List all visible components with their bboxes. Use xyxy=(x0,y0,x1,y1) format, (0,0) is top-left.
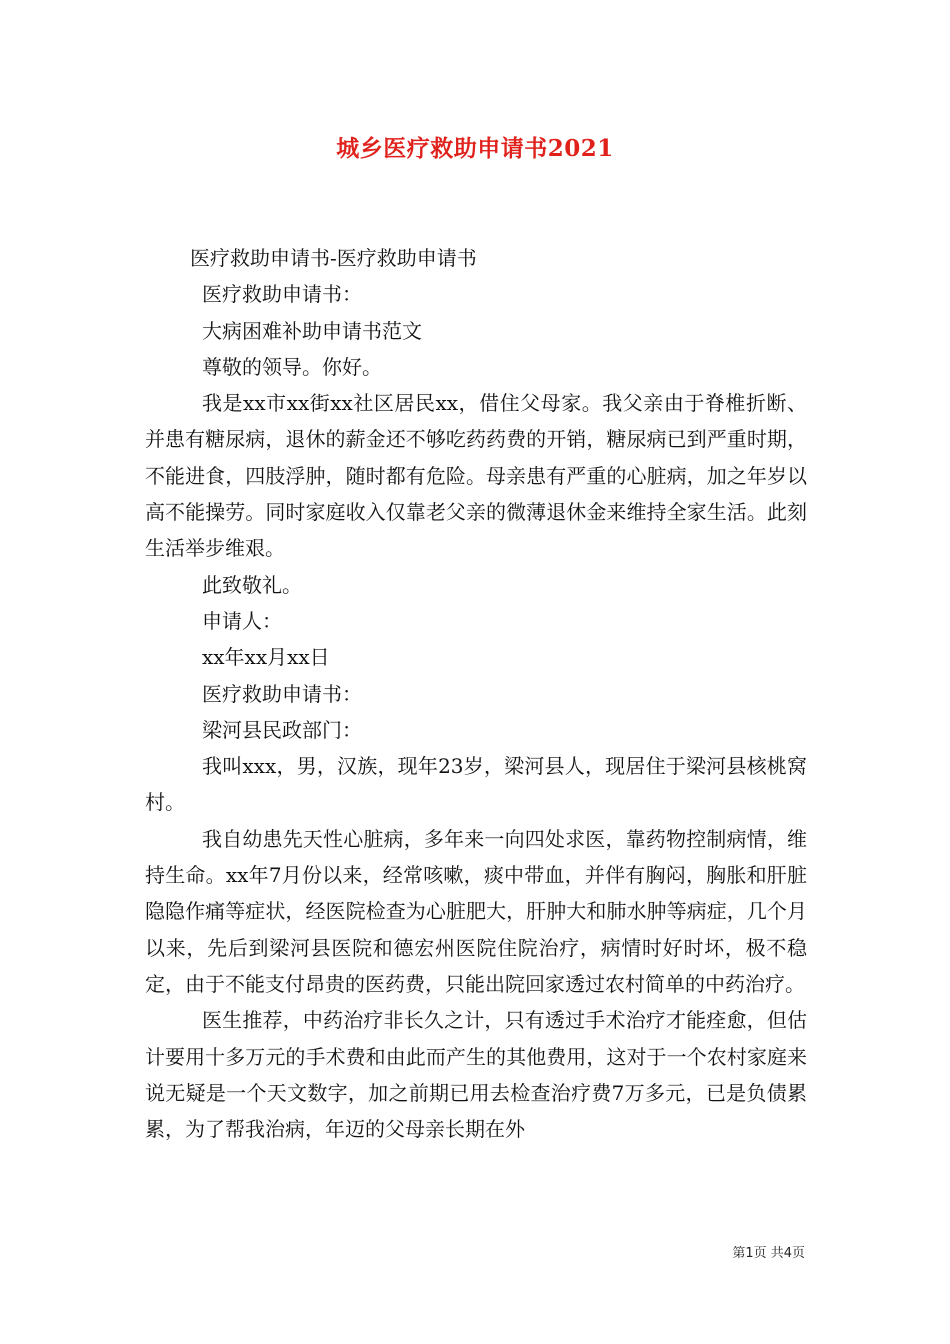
paragraph: 医疗救助申请书-医疗救助申请书 xyxy=(190,246,477,270)
paragraph: 医疗救助申请书： xyxy=(202,282,362,307)
paragraph: 我是xx市xx街xx社区居民xx，借住父母家。我父亲由于脊椎折断、并患有糖尿病，退休的薪金还不够吃药药费的开销，糖尿病已到严重时期，不能进食，四肢浮肿，随时都有危险。母亲患有严重的心脏病，加之年岁以高不能操劳。同时家庭收入仅靠老父亲的微薄退休金来维持全家生活。此刻生活举步维艰。 xyxy=(145,391,807,561)
page-number: 第1页 共4页 xyxy=(732,1246,805,1261)
paragraph: 此致敬礼。 xyxy=(202,572,302,597)
paragraph: xx年xx月xx日 xyxy=(202,645,330,670)
paragraph: 医生推荐，中药治疗非长久之计，只有透过手术治疗才能痊愈，但估计要用十多万元的手术费和由此而产生的其他费用，这对于一个农村家庭来说无疑是一个天文数字，加之前期已用去检查治疗费7万多元，已是负债累累，为了帮我治病，年迈的父母亲长期在外 xyxy=(145,1008,807,1142)
document-body xyxy=(145,240,807,1147)
paragraph: 医疗救助申请书： xyxy=(202,681,362,706)
paragraph: 尊敬的领导。你好。 xyxy=(202,354,382,379)
paragraph: 我叫xxx，男，汉族，现年23岁，梁河县人，现居住于梁河县核桃窝村。 xyxy=(145,754,807,815)
paragraph: 大病困难补助申请书范文 xyxy=(202,318,422,343)
paragraph: 申请人： xyxy=(202,608,282,633)
paragraph: 梁河县民政部门： xyxy=(202,717,362,742)
paragraph: 我自幼患先天性心脏病，多年来一向四处求医，靠药物控制病情，维持生命。xx年7月份以来，经常咳嗽，痰中带血，并伴有胸闷，胸胀和肝脏隐隐作痛等症状，经医院检查为心脏肥大，肝肿大和肺水肿等病症，几个月以来，先后到梁河县医院和德宏州医院住院治疗，病情时好时坏，极不稳定，由于不能支付昂贵的医药费，只能出院回家透过农村简单的中药治疗。 xyxy=(145,826,807,996)
document-title: 城乡医疗救助申请书2021 xyxy=(336,135,614,162)
